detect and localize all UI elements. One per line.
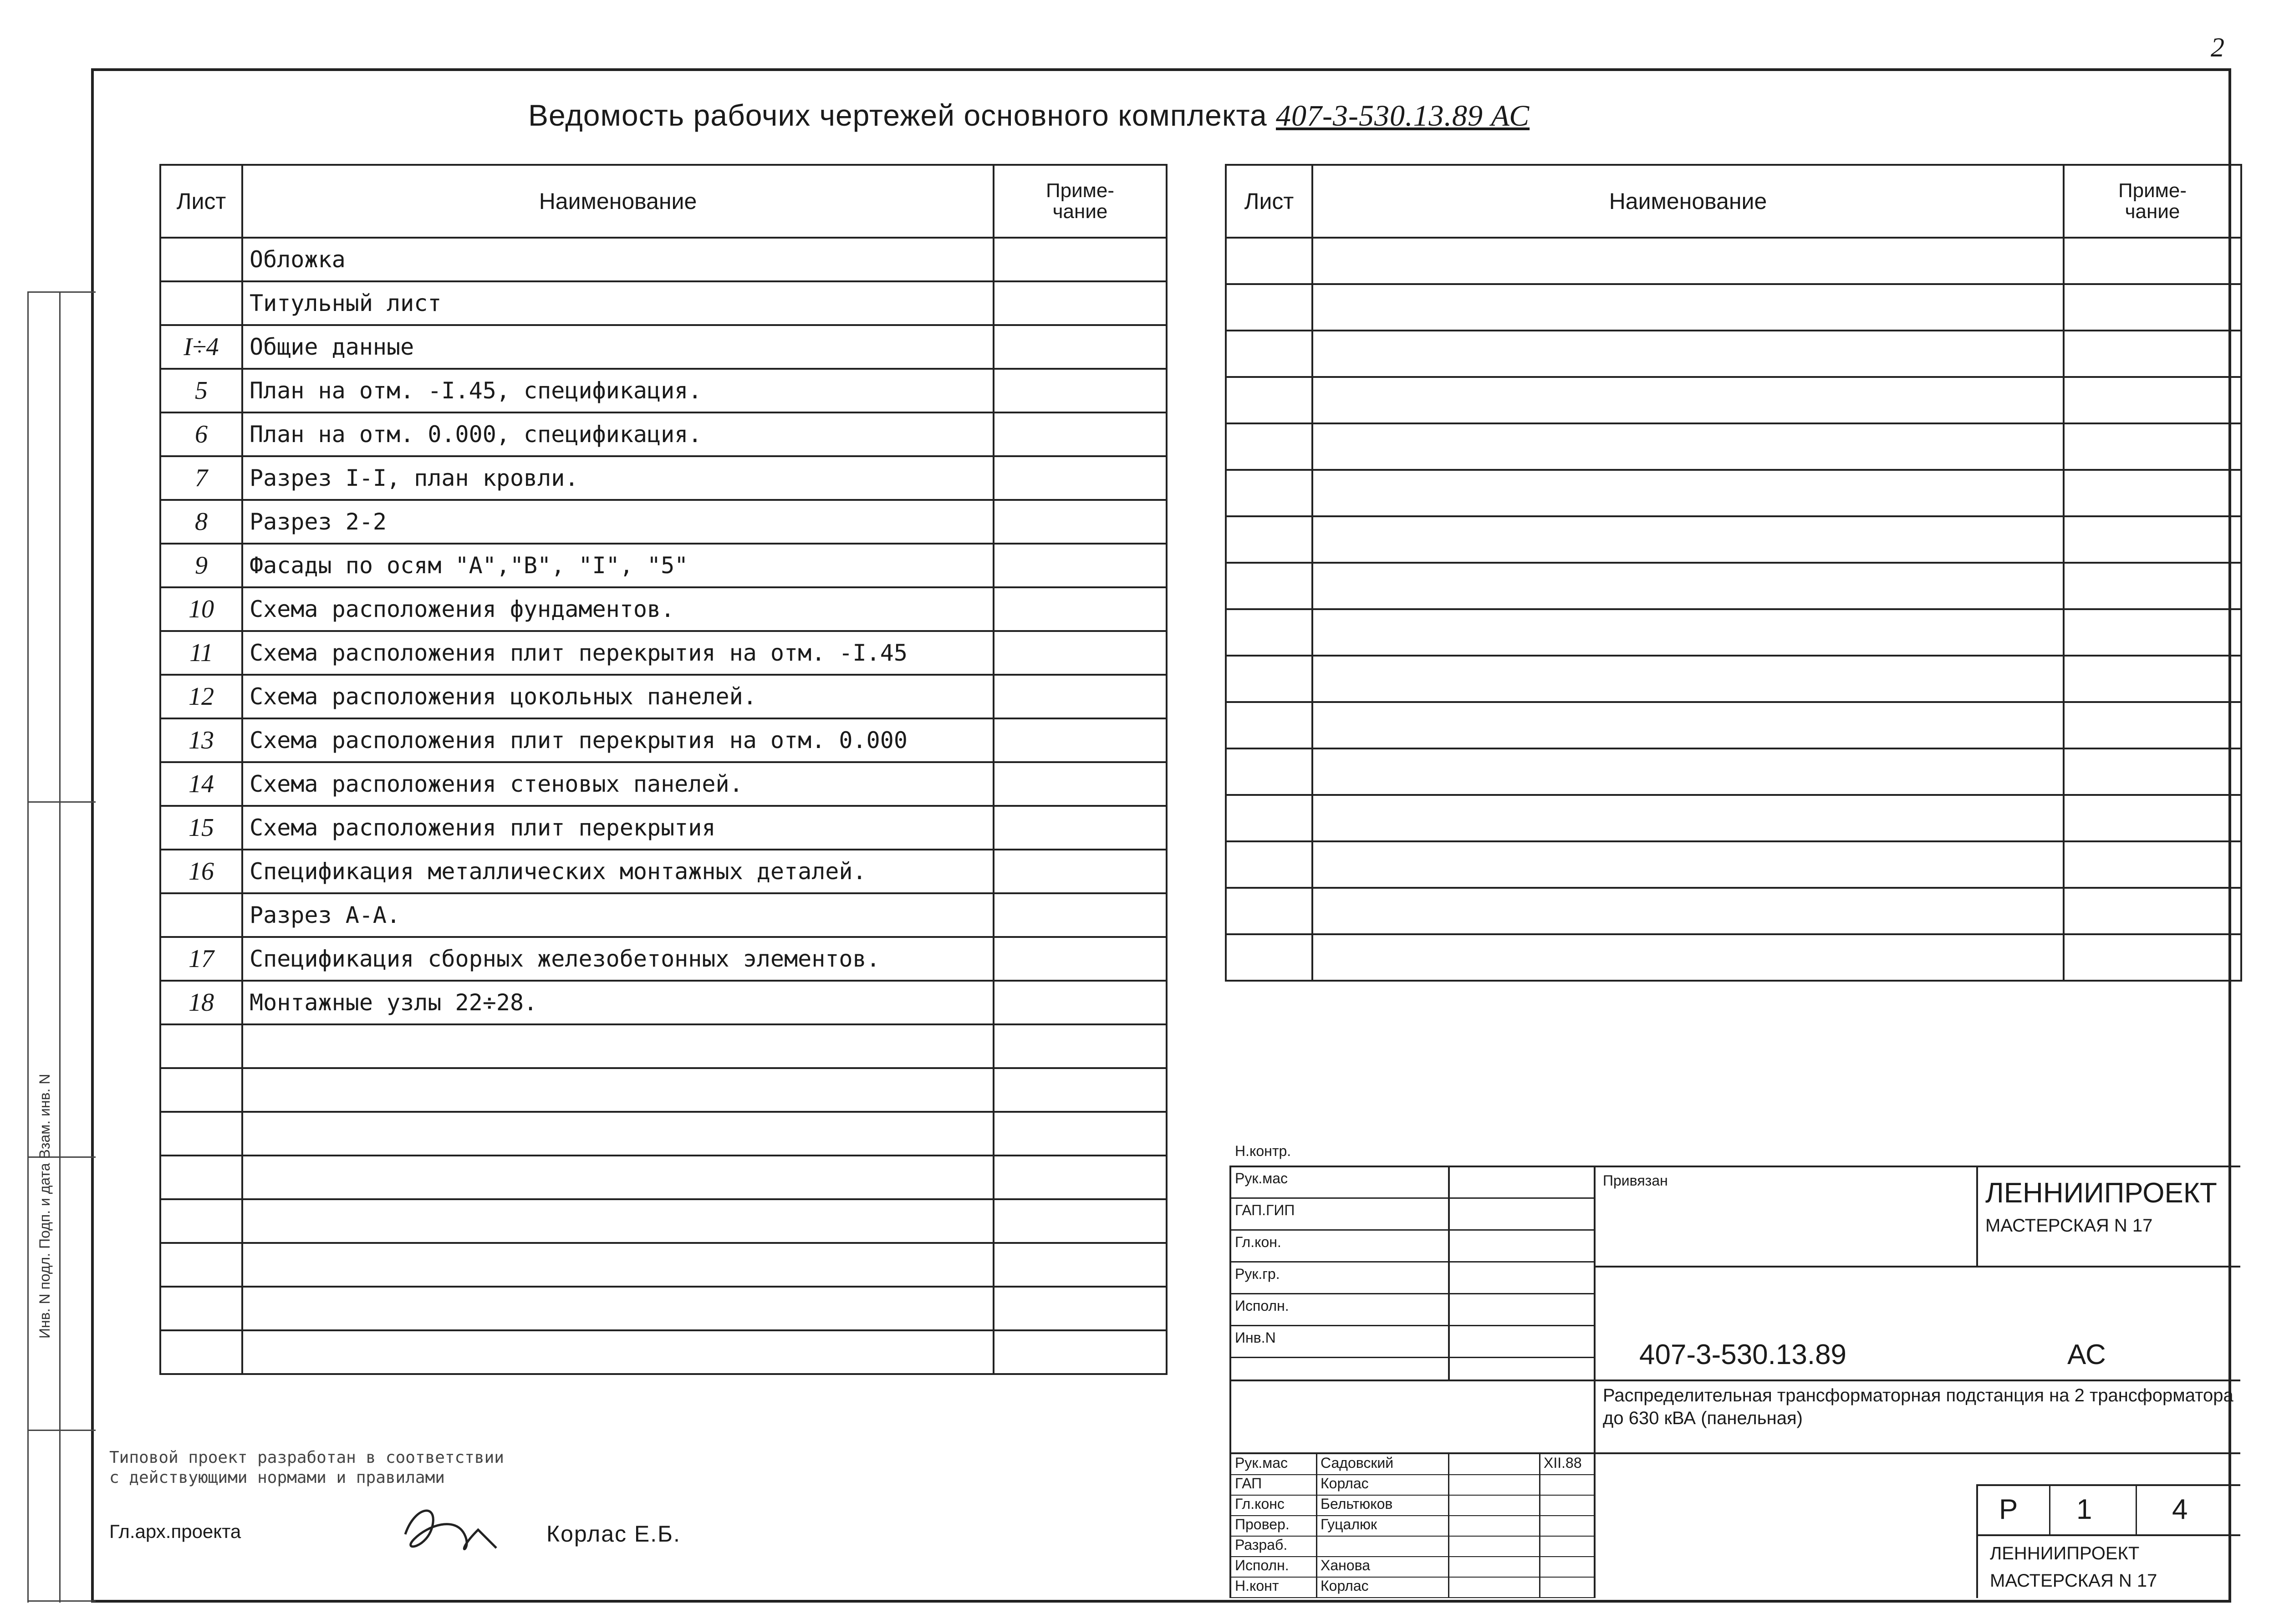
stamp-role-label: Рук.мас bbox=[1235, 1170, 1288, 1186]
title-text: Ведомость рабочих чертежей основного комплекта bbox=[528, 98, 1267, 132]
table-row bbox=[1226, 934, 2241, 981]
drawing-name-cell bbox=[1312, 284, 2064, 331]
drawing-name-cell bbox=[1312, 470, 2064, 516]
note-cell bbox=[994, 1243, 1167, 1287]
drawing-name-cell bbox=[1312, 377, 2064, 423]
note-cell bbox=[994, 981, 1167, 1024]
drawing-name-cell bbox=[242, 1156, 994, 1199]
note-cell bbox=[994, 369, 1167, 412]
note-cell bbox=[994, 500, 1167, 544]
drawing-name-cell bbox=[242, 1330, 994, 1374]
note-cell bbox=[2064, 284, 2241, 331]
sheet-number-cell bbox=[160, 1287, 242, 1330]
drawing-name-cell bbox=[242, 1068, 994, 1112]
sheet-number-cell: 14 bbox=[160, 762, 242, 806]
sheet-number-cell bbox=[1226, 795, 1312, 841]
sheet-number-cell: 12 bbox=[160, 675, 242, 718]
note-cell bbox=[2064, 331, 2241, 377]
drawing-name-cell: Спецификация металлических монтажных деталей. bbox=[242, 850, 994, 893]
drawing-name-cell bbox=[1312, 795, 2064, 841]
sheet-number-cell: I÷4 bbox=[160, 325, 242, 369]
sheet-number-cell bbox=[1226, 331, 1312, 377]
signer-role: Н.конт bbox=[1235, 1578, 1279, 1594]
approval-line-1: Типовой проект разработан в соответствии bbox=[109, 1448, 504, 1467]
table-row bbox=[160, 893, 1167, 937]
doc-mark: АС bbox=[2067, 1339, 2106, 1370]
note-cell bbox=[2064, 702, 2241, 748]
table-row bbox=[1226, 423, 2241, 470]
header-sheet: Лист bbox=[1226, 165, 1312, 238]
header-name: Наименование bbox=[242, 165, 994, 238]
note-cell bbox=[994, 456, 1167, 500]
header-name: Наименование bbox=[1312, 165, 2064, 238]
sheet-number-cell bbox=[1226, 702, 1312, 748]
drawing-name-cell bbox=[1312, 609, 2064, 656]
table-row bbox=[160, 1024, 1167, 1068]
bottom-org-name: ЛЕННИИПРОЕКТ bbox=[1990, 1543, 2140, 1563]
note-cell bbox=[2064, 748, 2241, 795]
drawing-name-cell: Схема расположения плит перекрытия на отм. 0.000 bbox=[242, 718, 994, 762]
sheet-number-cell: 10 bbox=[160, 587, 242, 631]
drawing-name-cell bbox=[1312, 934, 2064, 981]
sheet-number-cell: 7 bbox=[160, 456, 242, 500]
note-cell bbox=[994, 1156, 1167, 1199]
table-row bbox=[1226, 795, 2241, 841]
drawing-name-cell: Обложка bbox=[242, 238, 994, 281]
table-row bbox=[1226, 702, 2241, 748]
signer-role: Гл.конс bbox=[1235, 1496, 1285, 1512]
sheet-number-cell bbox=[160, 238, 242, 281]
drawing-name-cell bbox=[1312, 516, 2064, 563]
stamp-role-label: Рук.гр. bbox=[1235, 1266, 1280, 1282]
drawing-name-cell bbox=[1312, 702, 2064, 748]
signer-name: Бельтюков bbox=[1321, 1496, 1393, 1512]
sheet-number-cell bbox=[1226, 377, 1312, 423]
note-cell bbox=[994, 281, 1167, 325]
table-row bbox=[160, 587, 1167, 631]
approval-line-2: с действующими нормами и правилами bbox=[109, 1468, 445, 1487]
drawing-name-cell: Схема расположения фундаментов. bbox=[242, 587, 994, 631]
drawing-name-cell: План на отм. 0.000, спецификация. bbox=[242, 412, 994, 456]
note-cell bbox=[2064, 377, 2241, 423]
note-cell bbox=[994, 238, 1167, 281]
signer-name: Корлас bbox=[1321, 1578, 1369, 1594]
sheet-number-cell bbox=[1226, 470, 1312, 516]
binding-strip-label: Инв. N подл. Подп. и дата Взам. инв. N bbox=[36, 1074, 53, 1339]
note-cell bbox=[2064, 888, 2241, 934]
drawing-name-cell bbox=[1312, 331, 2064, 377]
table-row bbox=[160, 1156, 1167, 1199]
table-row bbox=[1226, 888, 2241, 934]
table-row bbox=[160, 937, 1167, 981]
org-name: ЛЕННИИПРОЕКТ bbox=[1985, 1177, 2217, 1209]
table-row bbox=[160, 981, 1167, 1024]
chief-architect-role: Гл.арх.проекта bbox=[109, 1521, 241, 1542]
signer-name: Ханова bbox=[1321, 1557, 1371, 1573]
project-title: Распределительная трансформаторная подстанция на 2 трансформатора до 630 кВА (панельная) bbox=[1603, 1385, 2233, 1428]
sheet-number-cell: 18 bbox=[160, 981, 242, 1024]
table-row bbox=[160, 238, 1167, 281]
signature-scribble-icon bbox=[387, 1498, 505, 1566]
signer-role: Провер. bbox=[1235, 1516, 1290, 1532]
sheet-number-cell bbox=[1226, 563, 1312, 609]
table-row bbox=[160, 762, 1167, 806]
stamp-role-label: Н.контр. bbox=[1235, 1143, 1291, 1159]
table-row bbox=[160, 544, 1167, 587]
signer-role: Исполн. bbox=[1235, 1557, 1289, 1573]
drawing-name-cell: Схема расположения плит перекрытия bbox=[242, 806, 994, 850]
drawing-name-cell bbox=[242, 1024, 994, 1068]
left-drawing-list-table bbox=[159, 164, 1168, 1375]
sheet-number-cell bbox=[1226, 238, 1312, 284]
note-cell bbox=[2064, 470, 2241, 516]
drawing-name-cell bbox=[242, 1287, 994, 1330]
table-row bbox=[160, 412, 1167, 456]
drawing-name-cell: Разрез 2-2 bbox=[242, 500, 994, 544]
sheet-number-cell: 9 bbox=[160, 544, 242, 587]
note-cell bbox=[994, 1112, 1167, 1156]
header-sheet: Лист bbox=[160, 165, 242, 238]
signer-name: Гуцалюк bbox=[1321, 1516, 1377, 1532]
table-row bbox=[1226, 748, 2241, 795]
note-cell bbox=[994, 1330, 1167, 1374]
drawing-name-cell: Титульный лист bbox=[242, 281, 994, 325]
signer-date: XII.88 bbox=[1544, 1455, 1582, 1471]
note-cell bbox=[994, 675, 1167, 718]
note-cell bbox=[2064, 238, 2241, 284]
drawing-name-cell: План на отм. -I.45, спецификация. bbox=[242, 369, 994, 412]
note-cell bbox=[2064, 934, 2241, 981]
table-row bbox=[160, 1199, 1167, 1243]
drawing-name-cell: Монтажные узлы 22÷28. bbox=[242, 981, 994, 1024]
sheet-number-cell bbox=[1226, 841, 1312, 888]
table-row bbox=[160, 1068, 1167, 1112]
note-cell bbox=[2064, 516, 2241, 563]
sheet-number-cell bbox=[1226, 284, 1312, 331]
table-row bbox=[160, 850, 1167, 893]
note-cell bbox=[994, 325, 1167, 369]
approval-note bbox=[109, 1448, 792, 1488]
sheet-number-cell bbox=[1226, 888, 1312, 934]
drawing-name-cell bbox=[1312, 563, 2064, 609]
right-drawing-list-table bbox=[1225, 164, 2242, 982]
table-row bbox=[160, 631, 1167, 675]
drawing-name-cell: Разрез А-А. bbox=[242, 893, 994, 937]
sheet-number-cell bbox=[1226, 748, 1312, 795]
sheet-number-cell bbox=[160, 1330, 242, 1374]
table-row bbox=[160, 325, 1167, 369]
bottom-workshop: МАСТЕРСКАЯ N 17 bbox=[1990, 1571, 2157, 1591]
note-cell bbox=[994, 762, 1167, 806]
note-cell bbox=[994, 412, 1167, 456]
table-row bbox=[160, 1243, 1167, 1287]
table-row bbox=[160, 718, 1167, 762]
sheet-number-cell bbox=[1226, 934, 1312, 981]
note-cell bbox=[994, 806, 1167, 850]
sheet-number-cell bbox=[1226, 656, 1312, 702]
table-row bbox=[1226, 841, 2241, 888]
note-cell bbox=[994, 544, 1167, 587]
stage-value: Р bbox=[1999, 1494, 2018, 1525]
table-row bbox=[1226, 284, 2241, 331]
stamp-role-label: ГАП.ГИП bbox=[1235, 1202, 1295, 1218]
header-note: Приме- чание bbox=[994, 165, 1167, 238]
table-row bbox=[1226, 609, 2241, 656]
table-row bbox=[1226, 377, 2241, 423]
stamp-role-label: Гл.кон. bbox=[1235, 1234, 1281, 1250]
sheet-number-cell bbox=[160, 1199, 242, 1243]
sheet-number-cell: 6 bbox=[160, 412, 242, 456]
drawing-name-cell: Схема расположения цокольных панелей. bbox=[242, 675, 994, 718]
drawing-name-cell bbox=[1312, 748, 2064, 795]
sheet-number-cell: 8 bbox=[160, 500, 242, 544]
drawing-name-cell: Общие данные bbox=[242, 325, 994, 369]
sheet-number-cell: 16 bbox=[160, 850, 242, 893]
doc-code: 407-3-530.13.89 bbox=[1639, 1339, 1847, 1370]
note-cell bbox=[2064, 795, 2241, 841]
table-row bbox=[160, 1287, 1167, 1330]
signer-name: Садовский bbox=[1321, 1455, 1394, 1471]
sheet-number-cell bbox=[160, 1024, 242, 1068]
note-cell bbox=[994, 1068, 1167, 1112]
table-row bbox=[160, 806, 1167, 850]
sheet-number-cell: 13 bbox=[160, 718, 242, 762]
sheet-number-cell bbox=[160, 281, 242, 325]
note-cell bbox=[994, 587, 1167, 631]
drawing-name-cell: Схема расположения стеновых панелей. bbox=[242, 762, 994, 806]
sheet-value: 1 bbox=[2076, 1494, 2092, 1525]
note-cell bbox=[2064, 609, 2241, 656]
note-cell bbox=[994, 1199, 1167, 1243]
signer-role: Разраб. bbox=[1235, 1537, 1288, 1553]
header-note: Приме- чание bbox=[2064, 165, 2241, 238]
table-row bbox=[1226, 516, 2241, 563]
sheet-number-cell bbox=[1226, 609, 1312, 656]
drawing-name-cell: Спецификация сборных железобетонных элементов. bbox=[242, 937, 994, 981]
sheet-number-cell: 15 bbox=[160, 806, 242, 850]
table-row bbox=[160, 1112, 1167, 1156]
drawing-name-cell: Фасады по осям "А","В", "I", "5" bbox=[242, 544, 994, 587]
drawing-name-cell bbox=[242, 1243, 994, 1287]
note-cell bbox=[2064, 563, 2241, 609]
note-cell bbox=[994, 850, 1167, 893]
page-title bbox=[528, 98, 1803, 133]
stamp-role-label: Исполн. bbox=[1235, 1298, 1289, 1314]
table-row bbox=[1226, 563, 2241, 609]
sheet-number-cell bbox=[160, 1156, 242, 1199]
sheet-number-cell: 5 bbox=[160, 369, 242, 412]
drawing-name-cell bbox=[1312, 888, 2064, 934]
title-block bbox=[1229, 1143, 2240, 1598]
drawing-name-cell bbox=[1312, 656, 2064, 702]
drawing-name-cell bbox=[242, 1112, 994, 1156]
signer-role: Рук.мас bbox=[1235, 1455, 1288, 1471]
note-cell bbox=[994, 718, 1167, 762]
sheet-number-cell: 11 bbox=[160, 631, 242, 675]
page-number: 2 bbox=[2211, 32, 2224, 62]
chief-architect-name: Корлас Е.Б. bbox=[546, 1521, 681, 1547]
table-row bbox=[1226, 470, 2241, 516]
table-row bbox=[160, 281, 1167, 325]
privyazan-label: Привязан bbox=[1603, 1172, 1668, 1189]
sheet-number-cell bbox=[160, 893, 242, 937]
drawing-name-cell: Разрез I-I, план кровли. bbox=[242, 456, 994, 500]
note-cell bbox=[994, 893, 1167, 937]
sheet-number-cell: 17 bbox=[160, 937, 242, 981]
org-workshop: МАСТЕРСКАЯ N 17 bbox=[1985, 1216, 2153, 1236]
sheets-value: 4 bbox=[2172, 1494, 2188, 1525]
table-row bbox=[1226, 331, 2241, 377]
drawing-name-cell bbox=[1312, 238, 2064, 284]
sheet-number-cell bbox=[160, 1068, 242, 1112]
sheet-number-cell bbox=[160, 1243, 242, 1287]
table-row bbox=[160, 456, 1167, 500]
table-row bbox=[160, 500, 1167, 544]
drawing-name-cell bbox=[1312, 841, 2064, 888]
stamp-role-label: Инв.N bbox=[1235, 1329, 1276, 1346]
drawing-name-cell bbox=[1312, 423, 2064, 470]
note-cell bbox=[2064, 656, 2241, 702]
sheet-number-cell bbox=[1226, 516, 1312, 563]
note-cell bbox=[2064, 841, 2241, 888]
note-cell bbox=[994, 937, 1167, 981]
drawing-name-cell: Схема расположения плит перекрытия на отм. -I.45 bbox=[242, 631, 994, 675]
left-binding-strip bbox=[27, 291, 96, 1603]
note-cell bbox=[2064, 423, 2241, 470]
table-row bbox=[160, 675, 1167, 718]
table-row bbox=[160, 1330, 1167, 1374]
note-cell bbox=[994, 1287, 1167, 1330]
drawing-name-cell bbox=[242, 1199, 994, 1243]
table-row bbox=[1226, 656, 2241, 702]
note-cell bbox=[994, 1024, 1167, 1068]
table-row bbox=[1226, 238, 2241, 284]
signer-role: ГАП bbox=[1235, 1475, 1262, 1492]
note-cell bbox=[994, 631, 1167, 675]
sheet-number-cell bbox=[160, 1112, 242, 1156]
table-row bbox=[160, 369, 1167, 412]
signer-name: Корлас bbox=[1321, 1475, 1369, 1492]
sheet-number-cell bbox=[1226, 423, 1312, 470]
title-code: 407-3-530.13.89 АС bbox=[1276, 99, 1530, 132]
